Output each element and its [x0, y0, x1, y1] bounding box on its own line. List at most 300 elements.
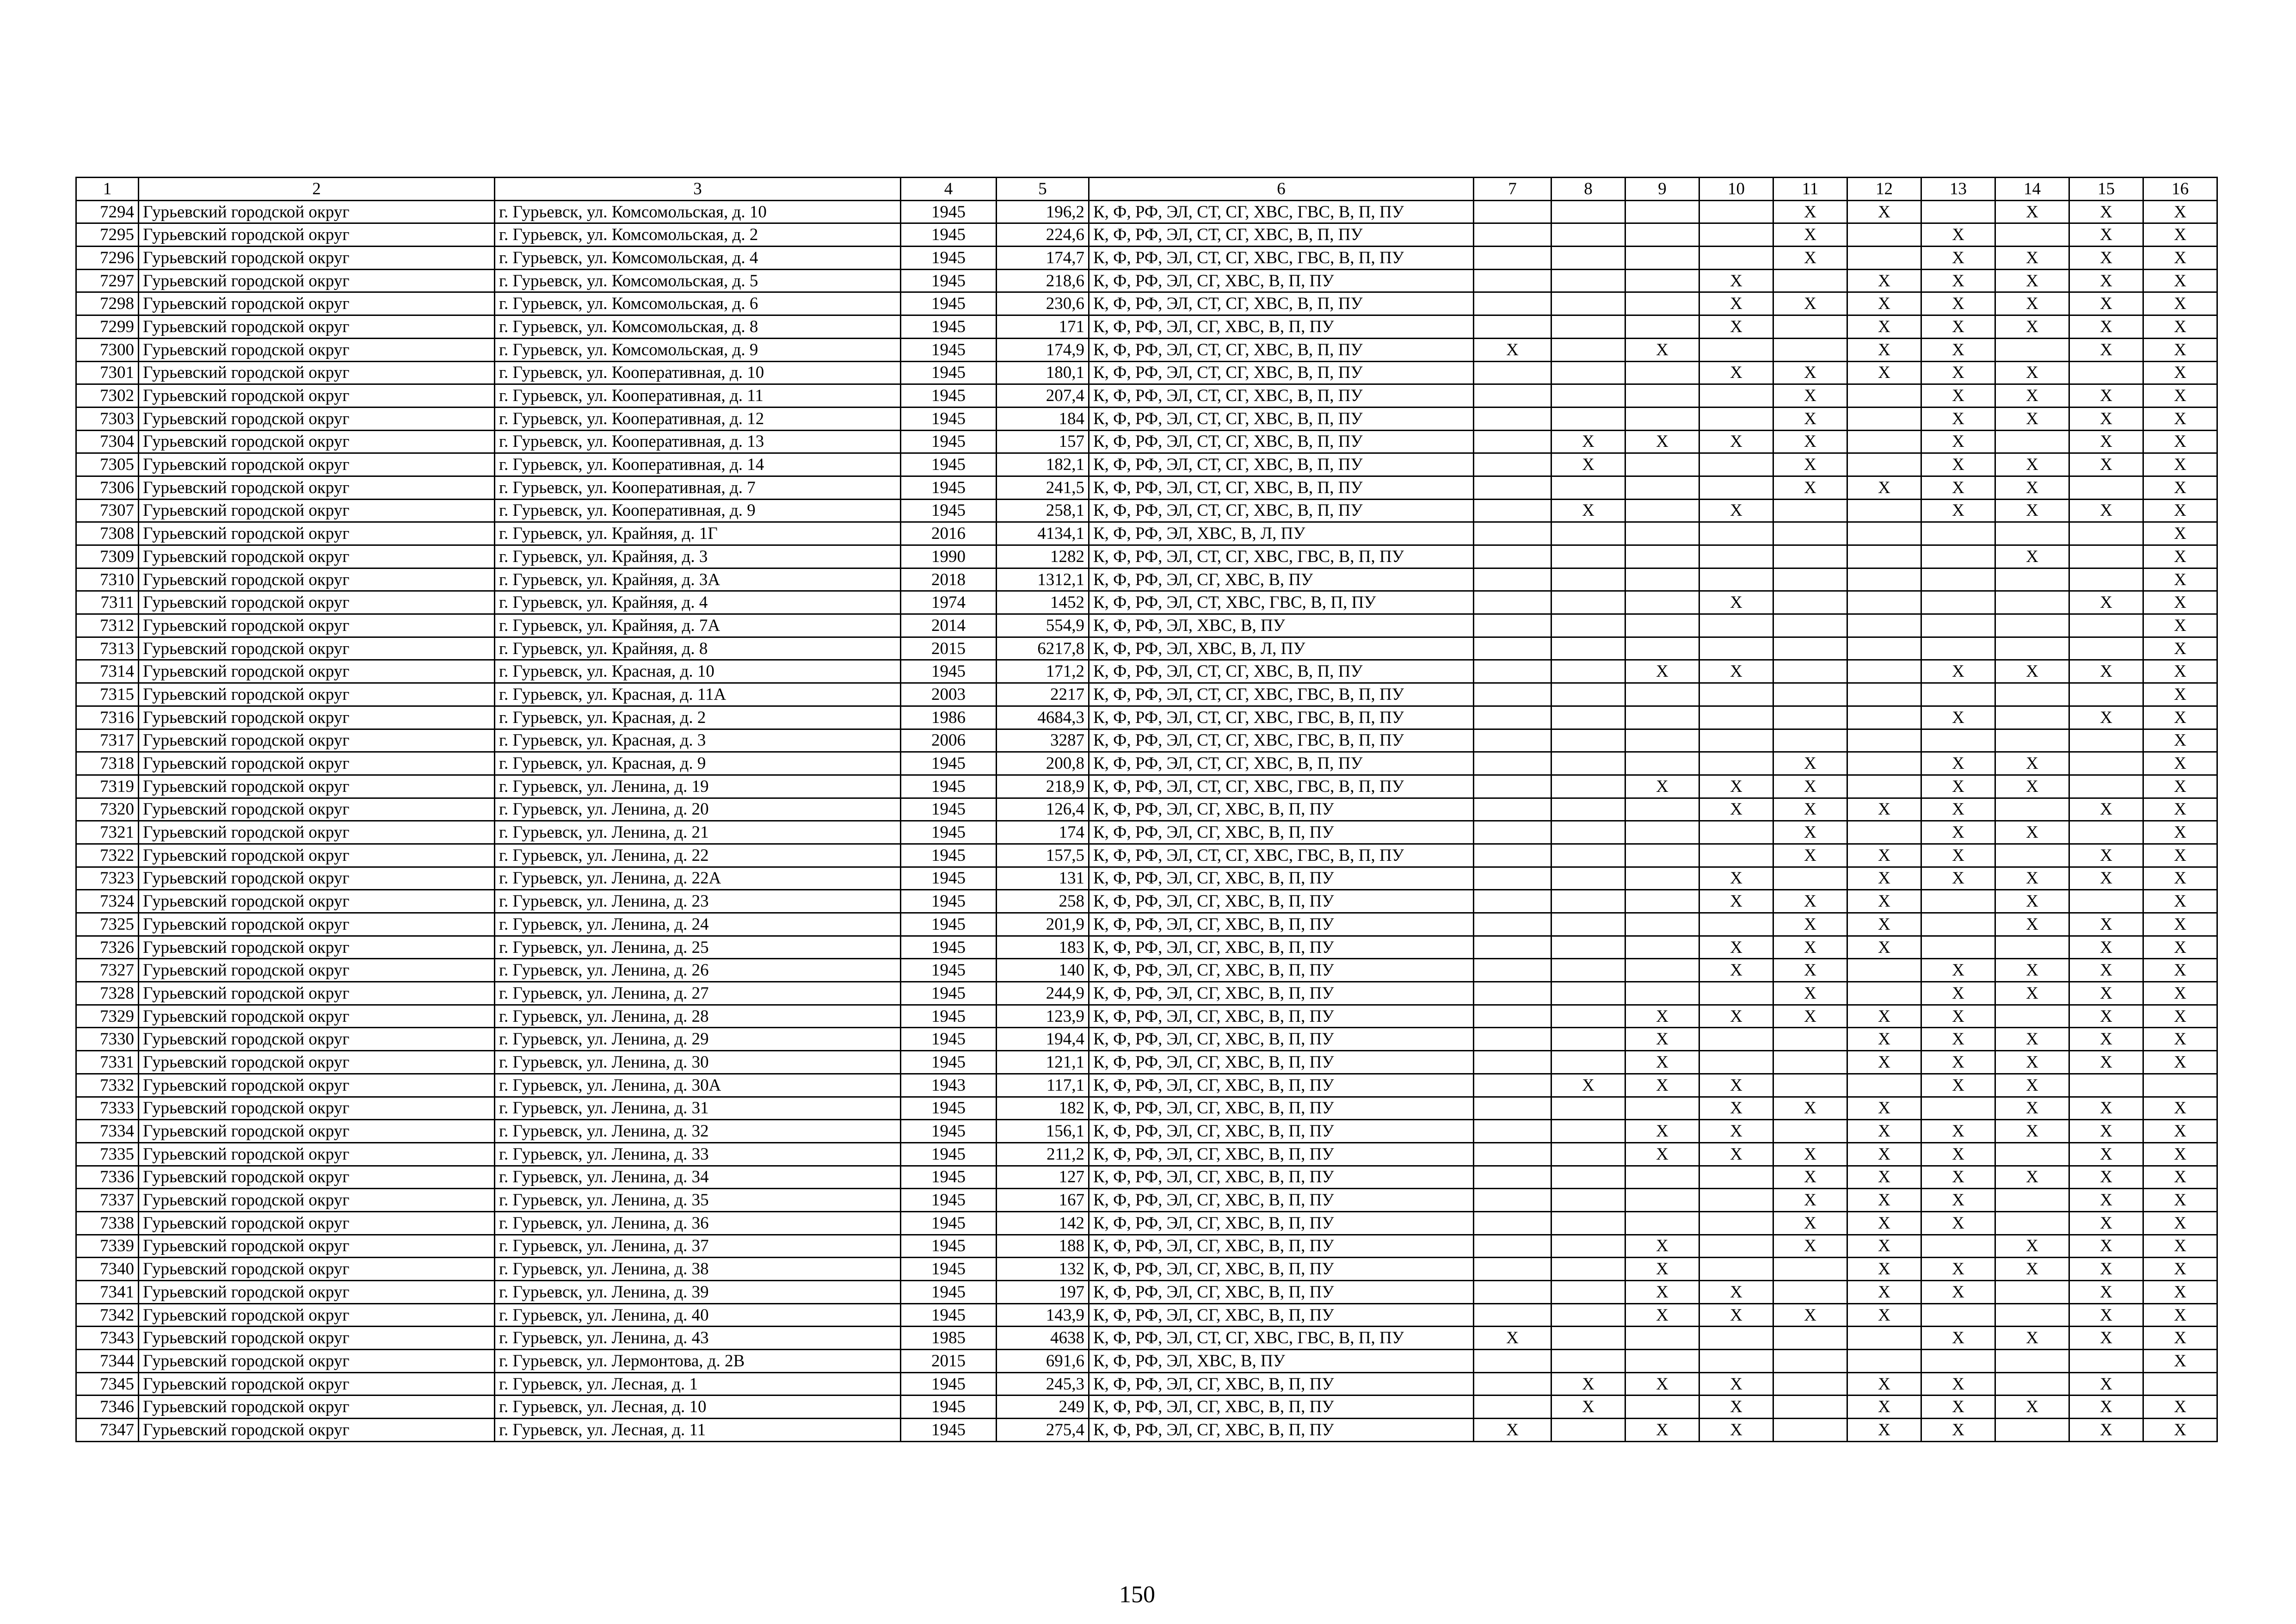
table-cell: К, Ф, РФ, ЭЛ, СГ, ХВС, В, П, ПУ — [1089, 1028, 1474, 1051]
table-cell: г. Гурьевск, ул. Крайняя, д. 3А — [495, 568, 901, 591]
table-cell: Гурьевский городской округ — [139, 315, 495, 339]
table-cell: X — [1551, 1396, 1625, 1419]
table-cell: 1945 — [901, 1166, 997, 1189]
table-cell: 7334 — [76, 1120, 139, 1143]
table-cell — [1699, 614, 1773, 637]
table-cell — [1551, 269, 1625, 292]
table-cell — [1773, 683, 1847, 706]
table-cell: 174,7 — [997, 247, 1089, 270]
table-cell: X — [1847, 1258, 1921, 1281]
table-cell: X — [2143, 1028, 2217, 1051]
table-cell: X — [2069, 1419, 2143, 1442]
table-cell — [2069, 614, 2143, 637]
table-cell — [1551, 1327, 1625, 1350]
table-cell: Гурьевский городской округ — [139, 706, 495, 729]
table-cell: 7340 — [76, 1258, 139, 1281]
table-cell: 1452 — [997, 591, 1089, 614]
table-cell — [1474, 821, 1551, 844]
table-cell — [1699, 752, 1773, 775]
table-cell: 7302 — [76, 384, 139, 408]
table-cell: Гурьевский городской округ — [139, 247, 495, 270]
table-cell: 1945 — [901, 775, 997, 798]
table-cell: X — [1921, 338, 1995, 361]
table-row — [76, 568, 2217, 591]
table-cell — [1773, 315, 1847, 339]
table-cell: 258 — [997, 890, 1089, 913]
table-cell: X — [2143, 706, 2217, 729]
table-cell: г. Гурьевск, ул. Красная, д. 10 — [495, 660, 901, 683]
table-cell: 7310 — [76, 568, 139, 591]
table-cell: 2014 — [901, 614, 997, 637]
table-cell — [1625, 1166, 1699, 1189]
table-cell — [1625, 982, 1699, 1005]
table-cell: X — [1921, 223, 1995, 247]
table-cell: X — [1995, 752, 2069, 775]
table-cell: Гурьевский городской округ — [139, 1166, 495, 1189]
table-cell: X — [1699, 890, 1773, 913]
table-cell: 1945 — [901, 430, 997, 453]
table-row — [76, 729, 2217, 752]
table-cell: X — [1773, 1142, 1847, 1166]
table-cell: X — [2069, 1327, 2143, 1350]
table-cell — [1773, 1281, 1847, 1304]
table-cell: г. Гурьевск, ул. Ленина, д. 21 — [495, 821, 901, 844]
table-cell: Гурьевский городской округ — [139, 1350, 495, 1373]
table-cell: 7330 — [76, 1028, 139, 1051]
table-cell — [1551, 591, 1625, 614]
table-cell: X — [1625, 1258, 1699, 1281]
table-cell: 4134,1 — [997, 522, 1089, 545]
table-cell: 7320 — [76, 798, 139, 821]
table-cell: X — [2143, 200, 2217, 223]
table-cell: X — [2069, 1028, 2143, 1051]
table-cell — [1995, 683, 2069, 706]
table-cell: X — [1625, 1028, 1699, 1051]
table-cell: X — [1921, 798, 1995, 821]
table-cell: X — [1995, 476, 2069, 499]
table-row — [76, 200, 2217, 223]
table-cell — [1474, 430, 1551, 453]
table-cell — [1699, 247, 1773, 270]
table-cell — [1921, 1235, 1995, 1258]
table-cell — [1847, 453, 1921, 476]
table-row — [76, 499, 2217, 522]
table-cell: X — [2143, 1189, 2217, 1212]
table-cell: Гурьевский городской округ — [139, 913, 495, 936]
table-cell: Гурьевский городской округ — [139, 844, 495, 867]
table-cell: X — [1921, 453, 1995, 476]
table-cell: г. Гурьевск, ул. Ленина, д. 28 — [495, 1005, 901, 1028]
table-cell: Гурьевский городской округ — [139, 361, 495, 384]
table-cell — [1474, 637, 1551, 660]
table-cell: Гурьевский городской округ — [139, 1419, 495, 1442]
table-cell — [1625, 407, 1699, 430]
table-cell: X — [1699, 499, 1773, 522]
table-cell: г. Гурьевск, ул. Крайняя, д. 7А — [495, 614, 901, 637]
table-cell: К, Ф, РФ, ЭЛ, СГ, ХВС, В, П, ПУ — [1089, 867, 1474, 890]
table-cell: 140 — [997, 959, 1089, 982]
table-row — [76, 1303, 2217, 1327]
table-cell — [1699, 384, 1773, 408]
table-cell: X — [1995, 913, 2069, 936]
table-cell: Гурьевский городской округ — [139, 476, 495, 499]
table-cell — [1773, 1372, 1847, 1396]
table-cell — [1699, 223, 1773, 247]
table-cell: 1945 — [901, 223, 997, 247]
table-cell: X — [2069, 1396, 2143, 1419]
table-cell: г. Гурьевск, ул. Ленина, д. 37 — [495, 1235, 901, 1258]
table-row — [76, 1074, 2217, 1097]
table-cell — [1921, 637, 1995, 660]
table-cell: X — [1995, 407, 2069, 430]
table-cell: X — [2143, 247, 2217, 270]
table-cell: X — [2143, 1211, 2217, 1235]
table-cell: X — [1995, 1028, 2069, 1051]
table-cell: X — [2143, 982, 2217, 1005]
table-cell: 1945 — [901, 1419, 997, 1442]
table-cell: 7342 — [76, 1303, 139, 1327]
table-cell: Гурьевский городской округ — [139, 522, 495, 545]
table-cell: К, Ф, РФ, ЭЛ, СГ, ХВС, В, П, ПУ — [1089, 1303, 1474, 1327]
table-cell: X — [1847, 798, 1921, 821]
table-cell — [1773, 338, 1847, 361]
table-cell — [1551, 913, 1625, 936]
table-cell: К, Ф, РФ, ЭЛ, СТ, СГ, ХВС, В, П, ПУ — [1089, 660, 1474, 683]
table-cell: К, Ф, РФ, ЭЛ, СГ, ХВС, В, П, ПУ — [1089, 1166, 1474, 1189]
table-cell: Гурьевский городской округ — [139, 292, 495, 315]
table-cell — [1773, 591, 1847, 614]
table-cell: X — [2143, 1281, 2217, 1304]
table-cell — [1551, 867, 1625, 890]
table-cell: Гурьевский городской округ — [139, 982, 495, 1005]
table-cell: К, Ф, РФ, ЭЛ, СГ, ХВС, В, П, ПУ — [1089, 1372, 1474, 1396]
table-cell: X — [1474, 338, 1551, 361]
table-cell — [1773, 1051, 1847, 1074]
table-row — [76, 775, 2217, 798]
table-cell: 188 — [997, 1235, 1089, 1258]
table-cell: Гурьевский городской округ — [139, 890, 495, 913]
header-cell: 10 — [1699, 178, 1773, 201]
table-cell: 2016 — [901, 522, 997, 545]
table-row — [76, 1281, 2217, 1304]
table-cell: К, Ф, РФ, ЭЛ, СГ, ХВС, В, П, ПУ — [1089, 1396, 1474, 1419]
table-cell: Гурьевский городской округ — [139, 269, 495, 292]
table-cell: 1945 — [901, 384, 997, 408]
table-cell: X — [2069, 200, 2143, 223]
table-cell: X — [1847, 913, 1921, 936]
table-cell: г. Гурьевск, ул. Комсомольская, д. 8 — [495, 315, 901, 339]
table-cell: К, Ф, РФ, ЭЛ, СТ, ХВС, ГВС, В, П, ПУ — [1089, 591, 1474, 614]
table-cell: X — [1551, 1372, 1625, 1396]
table-cell: X — [1773, 1005, 1847, 1028]
table-cell: К, Ф, РФ, ЭЛ, СТ, СГ, ХВС, В, П, ПУ — [1089, 476, 1474, 499]
table-cell: X — [2143, 223, 2217, 247]
table-cell — [1773, 729, 1847, 752]
table-cell: X — [1847, 1166, 1921, 1189]
table-cell: 1945 — [901, 1051, 997, 1074]
table-row — [76, 1005, 2217, 1028]
table-cell: 1990 — [901, 545, 997, 568]
table-cell — [1625, 499, 1699, 522]
table-cell — [1551, 844, 1625, 867]
table-row — [76, 844, 2217, 867]
table-cell: К, Ф, РФ, ЭЛ, СГ, ХВС, В, П, ПУ — [1089, 1235, 1474, 1258]
table-cell: г. Гурьевск, ул. Ленина, д. 33 — [495, 1142, 901, 1166]
table-cell: 1945 — [901, 844, 997, 867]
table-cell: Гурьевский городской округ — [139, 614, 495, 637]
table-cell — [1551, 568, 1625, 591]
table-cell: 218,6 — [997, 269, 1089, 292]
table-cell: X — [2143, 591, 2217, 614]
table-cell: 211,2 — [997, 1142, 1089, 1166]
table-cell — [1474, 775, 1551, 798]
table-cell: X — [1995, 1327, 2069, 1350]
table-row — [76, 890, 2217, 913]
table-cell: К, Ф, РФ, ЭЛ, СТ, СГ, ХВС, В, П, ПУ — [1089, 338, 1474, 361]
table-cell: 4638 — [997, 1327, 1089, 1350]
table-cell: К, Ф, РФ, ЭЛ, СТ, СГ, ХВС, ГВС, В, П, ПУ — [1089, 545, 1474, 568]
table-cell: 180,1 — [997, 361, 1089, 384]
table-cell: К, Ф, РФ, ЭЛ, СТ, СГ, ХВС, В, П, ПУ — [1089, 223, 1474, 247]
table-cell: 7314 — [76, 660, 139, 683]
table-cell: X — [1474, 1419, 1551, 1442]
header-cell: 1 — [76, 178, 139, 201]
table-cell — [1847, 683, 1921, 706]
table-cell — [1773, 614, 1847, 637]
table-cell — [1847, 982, 1921, 1005]
table-cell: 1945 — [901, 292, 997, 315]
table-cell — [1474, 1005, 1551, 1028]
table-cell: К, Ф, РФ, ЭЛ, СТ, СГ, ХВС, В, П, ПУ — [1089, 453, 1474, 476]
table-cell: Гурьевский городской округ — [139, 1028, 495, 1051]
table-cell: Гурьевский городской округ — [139, 1005, 495, 1028]
table-cell: X — [1921, 384, 1995, 408]
table-cell — [1474, 890, 1551, 913]
table-cell — [1921, 936, 1995, 959]
table-cell: К, Ф, РФ, ЭЛ, СГ, ХВС, В, П, ПУ — [1089, 1258, 1474, 1281]
table-cell: г. Гурьевск, ул. Кооперативная, д. 13 — [495, 430, 901, 453]
table-cell: X — [2143, 407, 2217, 430]
table-cell: 7313 — [76, 637, 139, 660]
table-cell — [1474, 315, 1551, 339]
table-cell: 1945 — [901, 1211, 997, 1235]
table-cell — [1625, 936, 1699, 959]
table-cell: 1945 — [901, 200, 997, 223]
table-cell — [1625, 959, 1699, 982]
table-cell: X — [2143, 1258, 2217, 1281]
table-cell: 7338 — [76, 1211, 139, 1235]
table-cell: X — [1773, 959, 1847, 982]
table-cell — [1699, 407, 1773, 430]
table-cell — [1474, 752, 1551, 775]
table-cell: X — [1773, 476, 1847, 499]
table-cell — [1995, 430, 2069, 453]
table-cell: г. Гурьевск, ул. Ленина, д. 20 — [495, 798, 901, 821]
table-cell: X — [1625, 1051, 1699, 1074]
table-cell: X — [1847, 315, 1921, 339]
table-cell — [1551, 890, 1625, 913]
table-cell: г. Гурьевск, ул. Красная, д. 3 — [495, 729, 901, 752]
table-cell — [1921, 683, 1995, 706]
header-row — [76, 178, 2217, 201]
table-cell — [1551, 247, 1625, 270]
table-cell — [1625, 614, 1699, 637]
table-cell — [1625, 890, 1699, 913]
table-cell — [1699, 982, 1773, 1005]
table-cell — [1699, 637, 1773, 660]
table-cell: 6217,8 — [997, 637, 1089, 660]
table-cell — [1995, 1303, 2069, 1327]
table-row — [76, 1396, 2217, 1419]
table-cell: X — [1625, 1281, 1699, 1304]
table-cell: X — [2069, 959, 2143, 982]
table-cell: К, Ф, РФ, ЭЛ, ХВС, В, Л, ПУ — [1089, 637, 1474, 660]
header-cell: 15 — [2069, 178, 2143, 201]
header-cell: 2 — [139, 178, 495, 201]
table-cell: X — [2143, 1303, 2217, 1327]
table-cell: X — [1773, 200, 1847, 223]
table-cell: X — [1921, 247, 1995, 270]
table-cell: 249 — [997, 1396, 1089, 1419]
table-cell: Гурьевский городской округ — [139, 1327, 495, 1350]
table-cell: X — [1921, 1258, 1995, 1281]
table-cell — [1474, 545, 1551, 568]
table-cell: К, Ф, РФ, ЭЛ, СГ, ХВС, В, П, ПУ — [1089, 1097, 1474, 1120]
table-cell: Гурьевский городской округ — [139, 867, 495, 890]
table-cell — [1699, 1235, 1773, 1258]
table-cell: X — [1773, 407, 1847, 430]
table-cell: 7319 — [76, 775, 139, 798]
table-cell — [1773, 1258, 1847, 1281]
table-cell: 174,9 — [997, 338, 1089, 361]
table-cell — [1474, 200, 1551, 223]
table-cell — [1625, 476, 1699, 499]
table-cell — [1995, 1211, 2069, 1235]
table-cell — [1625, 384, 1699, 408]
table-cell: 1945 — [901, 936, 997, 959]
table-cell: Гурьевский городской округ — [139, 1211, 495, 1235]
table-cell: К, Ф, РФ, ЭЛ, СГ, ХВС, В, П, ПУ — [1089, 1051, 1474, 1074]
table-cell — [1551, 1166, 1625, 1189]
table-cell — [1474, 959, 1551, 982]
table-cell: 241,5 — [997, 476, 1089, 499]
table-cell: Гурьевский городской округ — [139, 591, 495, 614]
table-cell — [1625, 269, 1699, 292]
table-cell — [1995, 1189, 2069, 1212]
table-cell: X — [1921, 844, 1995, 867]
table-cell: X — [1773, 1235, 1847, 1258]
table-cell — [1474, 936, 1551, 959]
table-cell: 7295 — [76, 223, 139, 247]
table-cell: X — [2069, 660, 2143, 683]
table-cell: X — [2069, 1211, 2143, 1235]
table-row — [76, 867, 2217, 890]
table-cell — [1474, 844, 1551, 867]
table-cell: X — [2143, 1166, 2217, 1189]
table-cell: 7345 — [76, 1372, 139, 1396]
table-cell — [1474, 269, 1551, 292]
table-cell — [1995, 223, 2069, 247]
table-cell — [2069, 522, 2143, 545]
table-row — [76, 407, 2217, 430]
table-row — [76, 591, 2217, 614]
table-cell — [1995, 614, 2069, 637]
table-cell — [1773, 499, 1847, 522]
table-cell: К, Ф, РФ, ЭЛ, СТ, СГ, ХВС, ГВС, В, П, ПУ — [1089, 844, 1474, 867]
table-cell — [1551, 545, 1625, 568]
table-cell: X — [1773, 453, 1847, 476]
table-cell — [1995, 1142, 2069, 1166]
table-cell — [1773, 660, 1847, 683]
table-cell — [1625, 706, 1699, 729]
table-cell: X — [1551, 1074, 1625, 1097]
table-cell — [1551, 1419, 1625, 1442]
table-cell: X — [1847, 338, 1921, 361]
table-cell: 1945 — [901, 959, 997, 982]
table-cell — [1699, 1258, 1773, 1281]
table-cell: X — [2069, 247, 2143, 270]
table-cell: X — [2069, 453, 2143, 476]
table-cell: X — [1921, 775, 1995, 798]
table-cell — [1474, 1396, 1551, 1419]
table-cell: 127 — [997, 1166, 1089, 1189]
table-cell — [1773, 269, 1847, 292]
table-cell: К, Ф, РФ, ЭЛ, СГ, ХВС, В, П, ПУ — [1089, 1120, 1474, 1143]
table-cell: 1945 — [901, 798, 997, 821]
table-cell — [1474, 522, 1551, 545]
header-cell: 9 — [1625, 178, 1699, 201]
table-cell: X — [2143, 637, 2217, 660]
table-cell: 1945 — [901, 982, 997, 1005]
table-cell: 7312 — [76, 614, 139, 637]
table-cell: X — [1773, 936, 1847, 959]
table-cell: X — [2069, 1142, 2143, 1166]
table-cell: г. Гурьевск, ул. Ленина, д. 24 — [495, 913, 901, 936]
table-cell: X — [2143, 867, 2217, 890]
table-cell: 1943 — [901, 1074, 997, 1097]
table-cell: X — [2143, 936, 2217, 959]
table-cell: Гурьевский городской округ — [139, 499, 495, 522]
table-cell — [1474, 660, 1551, 683]
table-cell: X — [1773, 890, 1847, 913]
table-cell: X — [2069, 292, 2143, 315]
table-cell: 142 — [997, 1211, 1089, 1235]
table-cell: X — [1847, 1281, 1921, 1304]
table-cell: 7304 — [76, 430, 139, 453]
table-cell: X — [1995, 867, 2069, 890]
table-cell: X — [1995, 1396, 2069, 1419]
table-cell: К, Ф, РФ, ЭЛ, СГ, ХВС, В, П, ПУ — [1089, 913, 1474, 936]
table-cell: X — [1847, 292, 1921, 315]
table-cell — [1474, 1303, 1551, 1327]
header-cell: 11 — [1773, 178, 1847, 201]
table-cell — [2069, 729, 2143, 752]
table-cell — [1699, 1350, 1773, 1373]
table-cell: 218,9 — [997, 775, 1089, 798]
table-cell: 194,4 — [997, 1028, 1089, 1051]
table-cell: X — [2069, 384, 2143, 408]
table-cell: К, Ф, РФ, ЭЛ, СГ, ХВС, В, П, ПУ — [1089, 890, 1474, 913]
table-cell: X — [1995, 200, 2069, 223]
table-cell: X — [1625, 430, 1699, 453]
table-cell — [1847, 591, 1921, 614]
table-cell: X — [1995, 545, 2069, 568]
table-cell: X — [1847, 1211, 1921, 1235]
table-cell — [1847, 247, 1921, 270]
table-cell: X — [1921, 1419, 1995, 1442]
table-cell: X — [1699, 1281, 1773, 1304]
table-cell: X — [2069, 798, 2143, 821]
